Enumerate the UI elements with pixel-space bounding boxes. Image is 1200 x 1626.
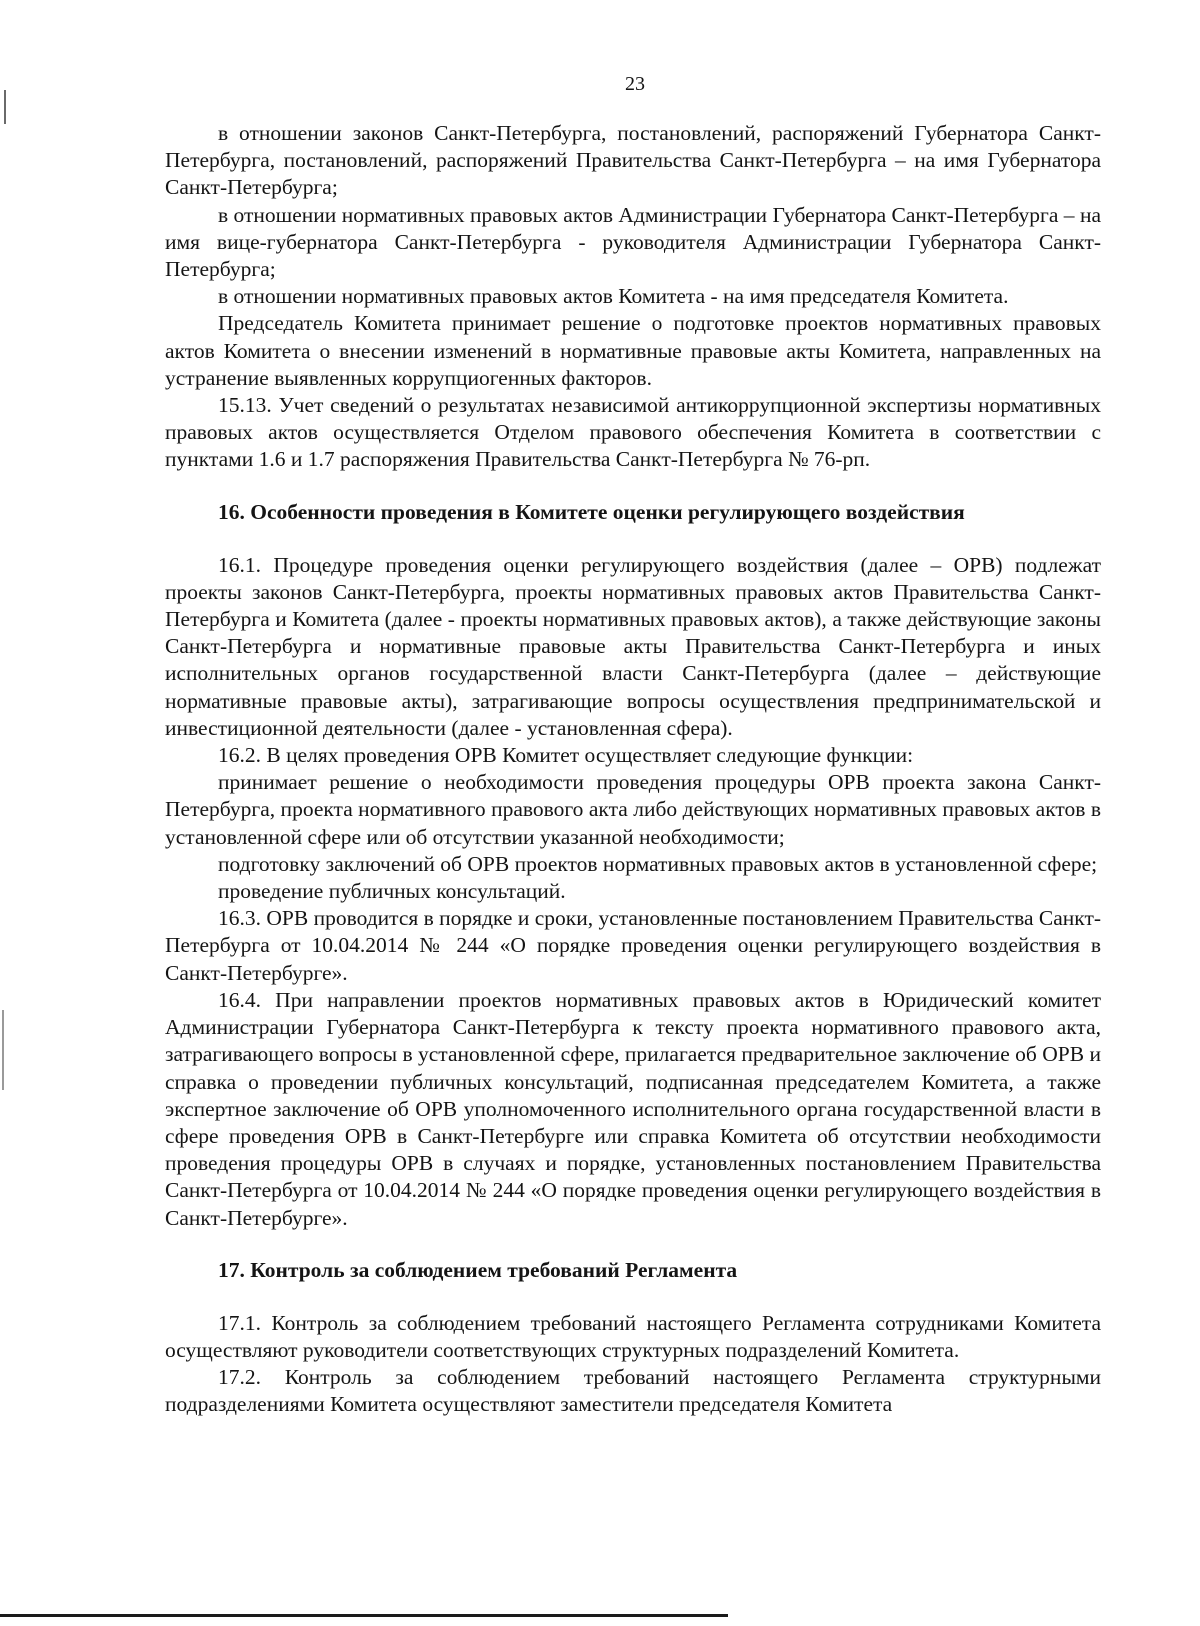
paragraph: принимает решение о необходимости проведения процедуры ОРВ проекта закона Санкт-Петербурга, проекта нормативного правового акта либо действующих нормативных правовых актов в установленной сфере или об отсутствии указанной необходимости; <box>165 770 1101 849</box>
paragraph: 16.1. Процедуре проведения оценки регулирующего воздействия (далее – ОРВ) подлежат проекты законов Санкт-Петербурга, проекты нормативных правовых актов Правительства Санкт-Петербурга и Комитета (далее - проекты нормативных правовых актов), а также действующие законы Санкт-Петербурга и нормативные правовые акты Правительства Санкт-Петербурга и иных исполнительных органов государственной власти Санкт-Петербурга (далее – действующие нормативные правовые акты), затрагивающие вопросы осуществления предпринимательской и инвестиционной деятельности (далее - установленная сфера). <box>165 552 1101 740</box>
paragraph: в отношении нормативных правовых актов Администрации Губернатора Санкт-Петербурга – на имя вице-губернатора Санкт-Петербурга - руководителя Администрации Губернатора Санкт-Петербурга; <box>165 202 1101 282</box>
document-body <box>165 120 1101 1419</box>
section-heading-16: 16. Особенности проведения в Комитете оценки регулирующего воздействия <box>218 499 965 524</box>
paragraph: проведение публичных консультаций. <box>218 879 566 904</box>
paragraph: 17.1. Контроль за соблюдением требований настоящего Регламента сотрудниками Комитета осуществляют руководители соответствующих структурных подразделений Комитета. <box>165 1310 1101 1362</box>
scan-margin-mark <box>2 1010 4 1090</box>
bottom-rule <box>0 1614 728 1617</box>
paragraph: 15.13. Учет сведений о результатах независимой антикоррупционной экспертизы нормативных правовых актов осуществляется Отделом правового обеспечения Комитета в соответствии с пунктами 1.6 и 1.7 распоряжения Правительства Санкт-Петербурга № 76-рп. <box>165 393 1101 472</box>
paragraph: 16.3. ОРВ проводится в порядке и сроки, установленные постановлением Правительства Санкт-Петербурга от 10.04.2014 № 244 «О порядке проведения оценки регулирующего воздействия в Санкт-Петербурге». <box>165 906 1101 985</box>
paragraph: в отношении законов Санкт-Петербурга, постановлений, распоряжений Губернатора Санкт-Петербурга, постановлений, распоряжений Правительства Санкт-Петербурга – на имя Губернатора Санкт-Петербурга; <box>165 121 1101 200</box>
paragraph: 17.2. Контроль за соблюдением требований настоящего Регламента структурными подразделениями Комитета осуществляют заместители председателя Комитета <box>165 1365 1101 1417</box>
section-heading-17: 17. Контроль за соблюдением требований Регламента <box>218 1257 738 1282</box>
page-number: 23 <box>625 73 645 95</box>
paragraph: Председатель Комитета принимает решение о подготовке проектов нормативных правовых актов Комитета о внесении изменений в нормативные правовые акты Комитета, направленных на устранение выявленных коррупциогенных факторов. <box>165 311 1101 390</box>
paragraph: в отношении нормативных правовых актов Комитета - на имя председателя Комитета. <box>218 284 1009 309</box>
paragraph: подготовку заключений об ОРВ проектов нормативных правовых актов в установленной сфере; <box>218 851 1098 876</box>
paragraph: 16.2. В целях проведения ОРВ Комитет осуществляет следующие функции: <box>218 743 914 768</box>
paragraph: 16.4. При направлении проектов нормативных правовых актов в Юридический комитет Администрации Губернатора Санкт-Петербурга к тексту проекта нормативного правового акта, затрагивающего вопросы в установленной сфере, прилагается предварительное заключение об ОРВ и справка о проведении публичных консультаций, подписанная председателем Комитета, а также экспертное заключение об ОРВ уполномоченного исполнительного органа государственной власти в сфере проведения ОРВ в Санкт-Петербурге или справка Комитета об отсутствии необходимости проведения процедуры ОРВ в случаях и порядке, установленных постановлением Правительства Санкт-Петербурга от 10.04.2014 № 244 «О порядке проведения оценки регулирующего воздействия в Санкт-Петербурге». <box>165 987 1101 1230</box>
